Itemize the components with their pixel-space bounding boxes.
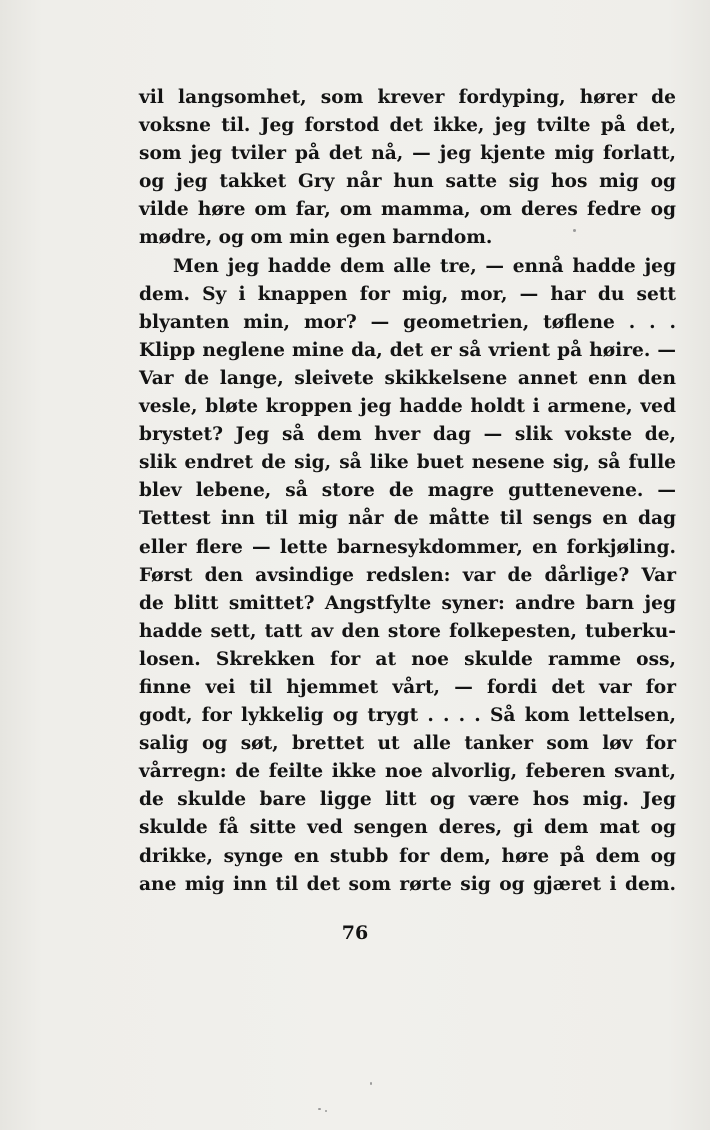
text-line: salig og søt, brettet ut alle tanker som løv for	[139, 733, 676, 755]
text-line: skulde få sitte ved sengen deres, gi dem mat og	[139, 817, 676, 839]
text-line: voksne til. Jeg forstod det ikke, jeg tvilte på det,	[139, 115, 676, 137]
paper-speck	[325, 1110, 327, 1112]
paper-speck	[573, 229, 576, 232]
text-line: blyanten min, mor? — geometrien, tøflene . . .	[139, 311, 676, 333]
text-line: mødre, og om min egen barndom.	[139, 227, 493, 249]
text-line: Var de lange, sleivete skikkelsene annet enn den	[139, 367, 676, 389]
text-line: Men jeg hadde dem alle tre, — ennå hadde jeg	[173, 255, 676, 277]
text-line: dem. Sy i knappen for mig, mor, — har du sett	[139, 283, 676, 305]
text-line: ane mig inn til det som rørte sig og gjæret i dem.	[139, 873, 676, 895]
text-line: og jeg takket Gry når hun satte sig hos mig og	[139, 171, 676, 193]
text-line: losen. Skrekken for at noe skulde ramme oss,	[139, 648, 676, 670]
text-line: brystet? Jeg så dem hver dag — slik vokste de,	[139, 424, 676, 446]
text-line: godt, for lykkelig og trygt . . . . Så kom lettelsen,	[139, 705, 676, 727]
text-line: vesle, bløte kroppen jeg hadde holdt i armene, ved	[139, 396, 676, 418]
text-line: de blitt smittet? Angstfylte syner: andre barn jeg	[139, 592, 676, 614]
text-line: som jeg tviler på det nå, — jeg kjente mig forlatt,	[139, 143, 676, 165]
page-number: 76	[341, 922, 369, 944]
text-line: Først den avsindige redslen: var de dårlige? Var	[139, 564, 676, 586]
text-line: Klipp neglene mine da, det er så vrient på høire. —	[139, 339, 676, 361]
text-line: blev lebene, så store de magre guttenevene. —	[139, 480, 676, 502]
text-line: de skulde bare ligge litt og være hos mig. Jeg	[139, 789, 676, 811]
paper-speck	[370, 1082, 372, 1085]
text-line: drikke, synge en stubb for dem, høre på dem og	[139, 845, 676, 867]
text-line: finne vei til hjemmet vårt, — fordi det var for	[139, 676, 676, 698]
text-line: vårregn: de feilte ikke noe alvorlig, feberen svant,	[139, 761, 676, 783]
text-line: slik endret de sig, så like buet nesene sig, så fulle	[139, 452, 676, 474]
text-line: eller flere — lette barnesykdommer, en forkjøling.	[139, 536, 676, 558]
paper-speck	[318, 1108, 321, 1110]
text-line: Tettest inn til mig når de måtte til sengs en dag	[139, 508, 676, 530]
text-line: vil langsomhet, som krever fordyping, hører de	[139, 87, 676, 108]
body-text	[139, 84, 676, 899]
text-line: vilde høre om far, om mamma, om deres fedre og	[139, 199, 676, 221]
text-line: hadde sett, tatt av den store folkepesten, tuberku-	[139, 620, 676, 642]
